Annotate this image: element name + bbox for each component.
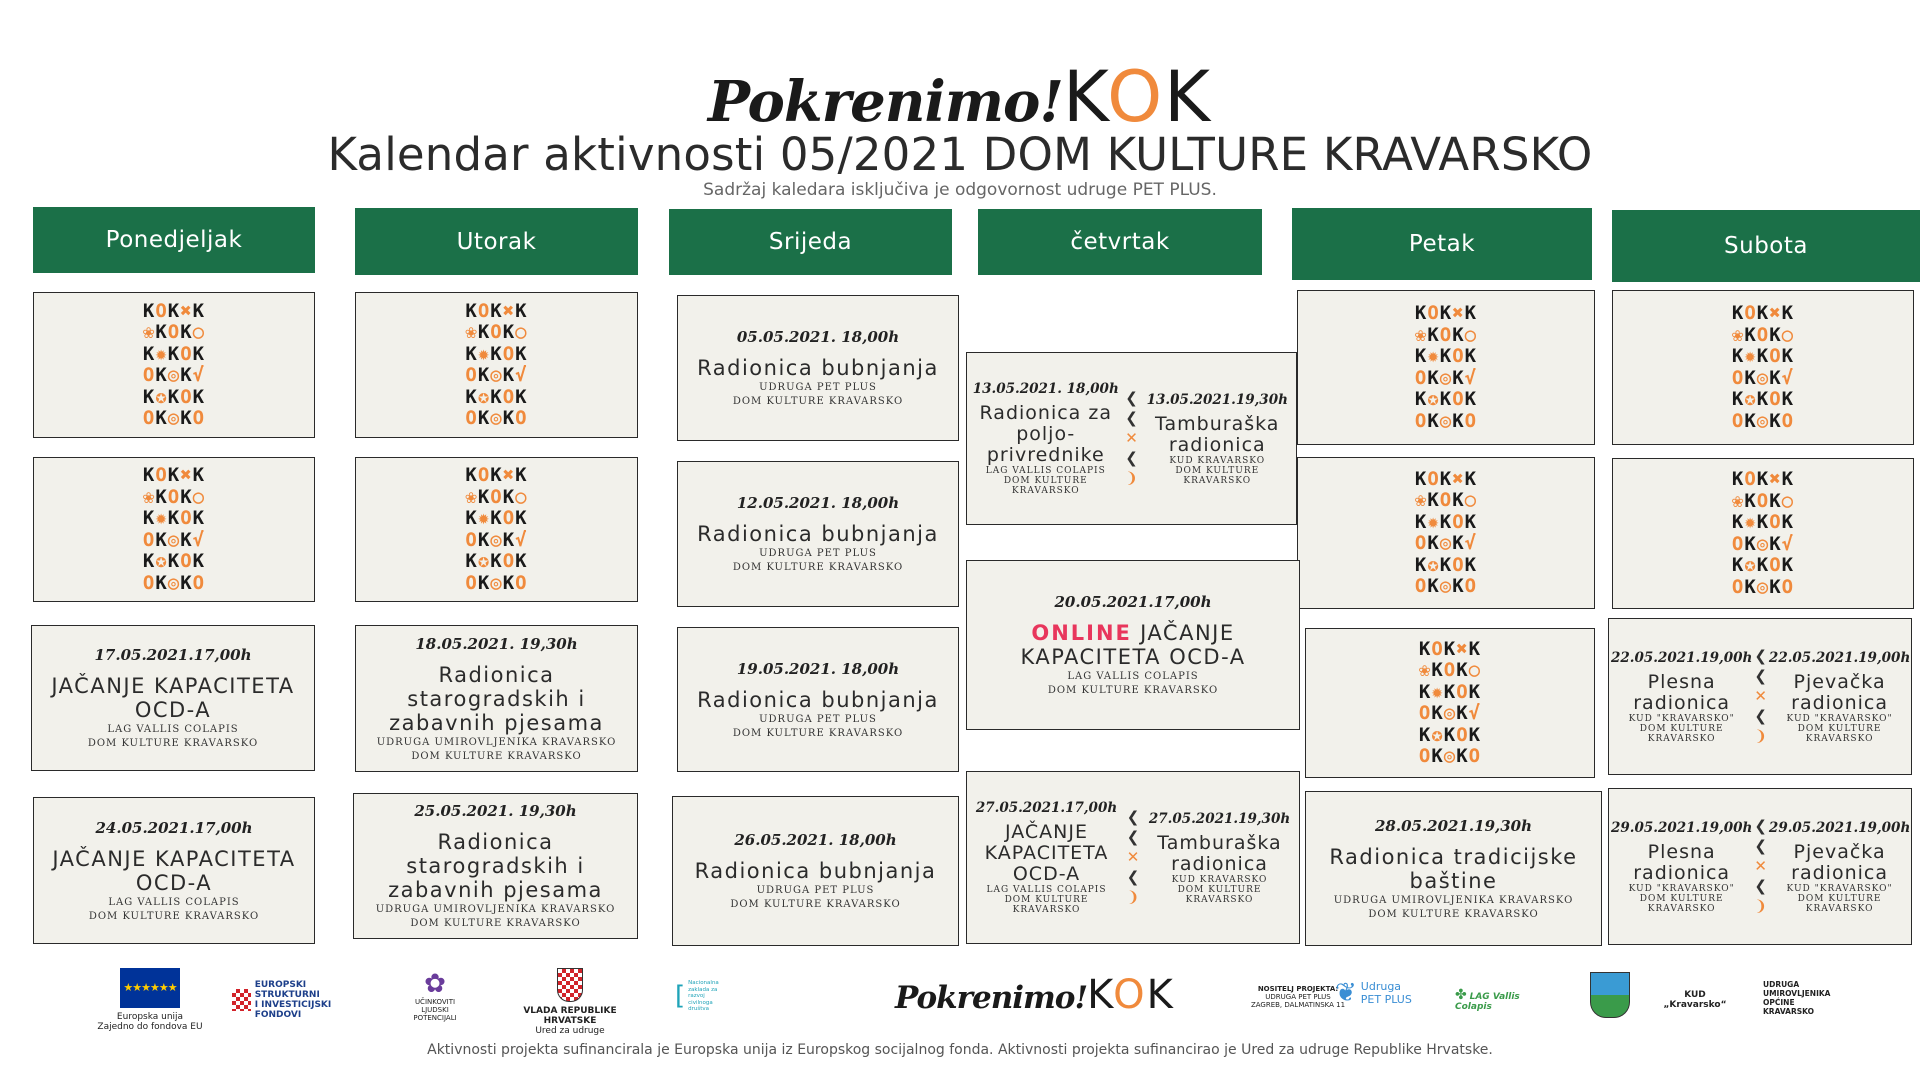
- kok-pattern-row: OK◎K√: [1418, 702, 1482, 724]
- event-card-mon-17: [31, 625, 315, 771]
- logo-kok: KOK: [1062, 56, 1213, 138]
- kok-pattern-row: OK◎K√: [142, 528, 206, 551]
- event-organizer: UDRUGA UMIROVLJENIKA KRAVARSKO: [375, 904, 616, 915]
- event-date: 18.05.2021. 19,30h: [415, 634, 578, 653]
- event-venue: DOM KULTURE KRAVARSKO: [732, 727, 904, 739]
- kok-pattern-row: KOK✖K: [1418, 637, 1482, 660]
- lag-icon: ✤: [1455, 987, 1467, 1003]
- event-venue: DOM KULTURE KRAVARSKO: [1797, 893, 1882, 914]
- event-date: 20.05.2021.17,00h: [1054, 593, 1212, 611]
- event-title: Radionica starogradskih i zabavnih pjesama: [389, 662, 604, 735]
- eu-logo: ★★★★★★ Europska unija Zajedno do fondova EU: [95, 968, 205, 1032]
- kok-pattern-row: OK◎KO: [142, 571, 206, 594]
- kok-pattern-row: K✹KOK: [1418, 680, 1482, 703]
- lag-logo: ✤ LAG Vallis Colapis: [1455, 987, 1520, 1012]
- event-date: 28.05.2021.19,30h: [1374, 816, 1533, 835]
- kok-pattern-row: K✪KOK: [1731, 388, 1795, 410]
- kok-pattern-row: K✹KOK: [1731, 345, 1795, 367]
- kok-divider: ❮ ❮ ✕ ❮ ❩: [1754, 647, 1767, 745]
- kok-pattern-row: K✹KOK: [142, 507, 206, 529]
- kok-pattern-row: OK◎KO: [465, 571, 528, 594]
- kok-pattern-row: KOK✖K: [1731, 302, 1795, 324]
- event-half: [1609, 619, 1754, 774]
- event-date: 05.05.2021. 18,00h: [736, 328, 900, 346]
- kok-pattern-row: OK◎K√: [142, 364, 206, 386]
- kok-pattern-row: K✪KOK: [465, 385, 528, 408]
- event-venue: DOM KULTURE KRAVARSKO: [88, 910, 260, 922]
- event-title: JAČANJE KAPACITETA OCD-A: [51, 674, 295, 722]
- tree-icon: ❦: [1335, 978, 1357, 1008]
- coat-of-arms-icon: [1590, 972, 1630, 1018]
- event-organizer: UDRUGA UMIROVLJENIKA KRAVARSKO: [1333, 894, 1574, 906]
- day-header-cetvrtak: četvrtak: [978, 209, 1262, 275]
- event-venue: DOM KULTURE KRAVARSKO: [1639, 723, 1724, 744]
- day-header-subota: Subota: [1612, 210, 1920, 282]
- kok-pattern-row: OK◎KO: [1731, 575, 1795, 598]
- kok-pattern-card: [1297, 457, 1595, 609]
- event-card-tue-18: [355, 625, 638, 772]
- kok-pattern-row: OK◎K√: [465, 528, 528, 551]
- day-header-utorak: Utorak: [355, 208, 638, 275]
- event-venue: DOM KULTURE KRAVARSKO: [1175, 465, 1260, 486]
- kok-pattern-row: K✪KOK: [142, 550, 206, 572]
- kravarsko-coat-logo: [1588, 972, 1632, 1018]
- umirovljenici-logo: UDRUGA UMIROVLJENIKA OPĆINE KRAVARSKO: [1763, 980, 1831, 1016]
- event-date: 29.05.2021.19,00h: [1768, 819, 1911, 836]
- event-venue: DOM KULTURE KRAVARSKO: [730, 899, 901, 910]
- event-title: Radionica bubnjanja: [694, 859, 937, 883]
- event-card-sat-22: [1608, 618, 1912, 775]
- event-card-sat-29: [1608, 788, 1912, 945]
- ulj-logo: ✿ UČINKOVITI LJUDSKI POTENCIJALI: [405, 970, 465, 1022]
- event-date: 17.05.2021.17,00h: [94, 646, 252, 664]
- kok-pattern-row: ❀KOK○: [1414, 489, 1478, 511]
- day-header-petak: Petak: [1292, 208, 1592, 280]
- event-venue: DOM KULTURE KRAVARSKO: [1004, 895, 1089, 915]
- online-badge: ONLINE: [1031, 621, 1132, 645]
- event-organizer: KUD "KRAVARSKO": [1786, 883, 1893, 894]
- event-title: Plesna radionica: [1633, 670, 1731, 714]
- event-venue: DOM KULTURE KRAVARSKO: [410, 918, 581, 929]
- event-organizer: UDRUGA PET PLUS: [759, 548, 877, 559]
- kok-pattern-row: OK◎KO: [142, 407, 206, 429]
- event-half: [1609, 789, 1754, 944]
- event-title: JAČANJE KAPACITETA OCD-A: [984, 821, 1109, 885]
- kok-pattern: [143, 465, 205, 594]
- event-title: Tamburaška radionica: [1155, 412, 1280, 456]
- event-card-fri-28: [1305, 791, 1602, 946]
- kok-divider: ❮ ❮ ✕ ❮ ❩: [1754, 817, 1767, 915]
- event-card-wed-26: [672, 796, 959, 946]
- croatian-coat-icon: [557, 968, 583, 1002]
- funding-note: Aktivnosti projekta sufinancirala je Europska unija iz Europskog socijalnog fonda. Aktivnosti projekta sufinancirao je Ured za udruge Republike Hrvatske.: [427, 1042, 1493, 1058]
- event-organizer: LAG VALLIS COLAPIS: [108, 896, 240, 908]
- bracket-icon: [: [675, 981, 686, 1012]
- kok-pattern-row: ❀KOK○: [1731, 323, 1795, 346]
- event-organizer: KUD KRAVARSKO: [1171, 874, 1268, 885]
- kok-pattern-row: KOK✖K: [465, 299, 528, 322]
- kok-pattern: [1419, 639, 1481, 768]
- kok-pattern-row: ❀KOK○: [1731, 489, 1795, 512]
- pet-plus-logo: ❦ Udruga PET PLUS: [1335, 978, 1412, 1008]
- kok-pattern-row: K✪KOK: [1731, 554, 1795, 576]
- event-date: 25.05.2021. 19,30h: [414, 802, 577, 820]
- kok-pattern-row: ❀KOK○: [1418, 659, 1482, 681]
- event-title: Radionica bubnjanja: [697, 356, 939, 380]
- event-title: Radionica bubnjanja: [697, 687, 939, 712]
- kok-divider: ❮ ❮ ✕ ❮ ❩: [1125, 389, 1138, 487]
- event-title: Tamburaška radionica: [1157, 831, 1282, 875]
- event-organizer: LAG VALLIS COLAPIS: [985, 466, 1106, 476]
- kok-pattern-row: K✹KOK: [1414, 345, 1478, 367]
- event-title: Radionica bubnjanja: [697, 522, 939, 546]
- kok-pattern: [465, 301, 527, 430]
- kok-pattern: [1732, 469, 1794, 598]
- kok-pattern-row: K✪KOK: [1414, 388, 1478, 410]
- kok-pattern-row: OK◎K√: [1414, 366, 1478, 389]
- kok-pattern-row: ❀KOK○: [465, 485, 528, 508]
- day-header-srijeda: Srijeda: [669, 209, 952, 275]
- pokrenimo-kok-logo: [0, 56, 1920, 136]
- kok-pattern-card: [1297, 290, 1595, 445]
- event-card-thu-20: [966, 560, 1300, 730]
- page-title: Kalendar aktivnosti 05/2021 DOM KULTURE KRAVARSKO: [327, 128, 1593, 181]
- kok-pattern-card: [1612, 290, 1914, 445]
- event-date: 26.05.2021. 18,00h: [734, 831, 897, 849]
- event-card-tue-25: [353, 793, 638, 939]
- kud-logo: KUD „Kravarsko“: [1663, 990, 1727, 1010]
- event-organizer: KUD KRAVARSKO: [1169, 455, 1266, 466]
- event-title: Plesna radionica: [1633, 840, 1731, 884]
- kok-pattern-row: OK◎KO: [1414, 575, 1478, 597]
- kok-pattern-row: KOK✖K: [1414, 467, 1478, 490]
- event-half: [967, 772, 1126, 943]
- kok-pattern-row: KOK✖K: [1414, 302, 1478, 324]
- logo-word: Pokrenimo!: [707, 69, 1063, 135]
- croatian-checker-icon: [232, 989, 251, 1011]
- event-date: 27.05.2021.19,30h: [1148, 810, 1291, 827]
- nzrcd-logo: [ Nacionalna zaklada za razvoj civilnoga društva: [675, 980, 719, 1012]
- event-card-mon-24: [33, 797, 315, 944]
- event-venue: DOM KULTURE KRAVARSKO: [1003, 476, 1088, 496]
- event-title: Radionica tradicijske baštine: [1329, 844, 1578, 893]
- day-header-ponedjeljak: Ponedjeljak: [33, 207, 315, 273]
- ulj-flower-icon: ✿: [424, 969, 446, 999]
- event-organizer: KUD "KRAVARSKO": [1786, 713, 1893, 724]
- event-venue: DOM KULTURE KRAVARSKO: [1368, 908, 1539, 920]
- kok-pattern: [143, 301, 205, 430]
- kok-pattern: [1415, 469, 1477, 598]
- kok-pattern-card: [1305, 628, 1595, 778]
- event-venue: DOM KULTURE KRAVARSKO: [1639, 893, 1724, 914]
- event-card-wed-12: [677, 461, 959, 607]
- kok-pattern-row: K✪KOK: [142, 385, 206, 408]
- event-venue: DOM KULTURE KRAVARSKO: [732, 562, 904, 573]
- kok-pattern-row: ❀KOK○: [465, 321, 528, 343]
- kok-pattern-row: K✪KOK: [1418, 723, 1482, 746]
- event-organizer: UDRUGA PET PLUS: [759, 713, 877, 725]
- kok-pattern-row: OK◎KO: [1418, 745, 1482, 767]
- event-organizer: UDRUGA UMIROVLJENIKA KRAVARSKO: [376, 736, 617, 748]
- event-venue: DOM KULTURE KRAVARSKO: [732, 396, 904, 407]
- event-organizer: LAG VALLIS COLAPIS: [107, 724, 239, 735]
- event-venue: DOM KULTURE KRAVARSKO: [1797, 723, 1882, 744]
- kok-pattern: [1415, 303, 1477, 432]
- event-date: 22.05.2021.19,00h: [1768, 649, 1911, 666]
- event-date: 22.05.2021.19,00h: [1611, 649, 1753, 666]
- esif-logo: EUROPSKI STRUKTURNI I INVESTICIJSKI FONDOVI: [232, 980, 362, 1020]
- kok-pattern-row: K✹KOK: [142, 342, 206, 365]
- event-date: 19.05.2021. 18,00h: [736, 659, 900, 678]
- event-organizer: UDRUGA PET PLUS: [756, 885, 875, 896]
- kok-pattern-row: ❀KOK○: [142, 321, 206, 343]
- eu-flag-icon: ★★★★★★: [120, 968, 180, 1008]
- event-venue: DOM KULTURE KRAVARSKO: [411, 750, 582, 762]
- event-organizer: UDRUGA PET PLUS: [759, 382, 877, 393]
- event-date: 27.05.2021.17,00h: [975, 800, 1118, 816]
- kok-pattern-row: K✪KOK: [465, 550, 528, 572]
- event-half: [1767, 619, 1912, 774]
- kok-pattern-row: OK◎KO: [1731, 409, 1795, 432]
- event-date: 13.05.2021. 18,00h: [972, 381, 1119, 397]
- kok-pattern-row: OK◎KO: [1414, 409, 1478, 432]
- event-half: [1140, 772, 1299, 943]
- kok-pattern-row: OK◎K√: [1414, 532, 1478, 554]
- kok-pattern-row: OK◎K√: [465, 364, 528, 386]
- event-date: 29.05.2021.19,00h: [1611, 819, 1753, 836]
- kok-pattern-row: KOK✖K: [142, 464, 206, 486]
- kok-pattern: [465, 465, 527, 594]
- event-title: ONLINE JAČANJE KAPACITETA OCD-A: [1020, 621, 1246, 669]
- event-card-thu-13: [966, 352, 1297, 525]
- kok-pattern-row: K✹KOK: [465, 507, 528, 529]
- event-venue: DOM KULTURE KRAVARSKO: [1177, 884, 1262, 905]
- disclaimer: Sadržaj kaledara isključiva je odgovornost udruge PET PLUS.: [703, 180, 1217, 200]
- nositelj-projekta: NOSITELJ PROJEKTA: UDRUGA PET PLUS ZAGREB, DALMATINSKA 11: [1250, 985, 1346, 1009]
- kok-pattern-row: K✹KOK: [1731, 511, 1795, 533]
- kok-pattern-row: KOK✖K: [1731, 468, 1795, 490]
- kok-divider: ❮ ❮ ✕ ❮ ❩: [1126, 808, 1140, 906]
- vlada-logo: VLADA REPUBLIKE HRVATSKE Ured za udruge: [505, 968, 635, 1036]
- kok-pattern-row: OK◎KO: [465, 407, 528, 429]
- event-title: Pjevačka radionica: [1791, 840, 1889, 884]
- event-half: [1139, 353, 1297, 524]
- kok-pattern-row: OK◎K√: [1731, 532, 1795, 555]
- event-card-thu-27: [966, 771, 1300, 944]
- kok-pattern-card: [33, 292, 315, 438]
- kok-pattern-row: K✪KOK: [1414, 553, 1478, 576]
- kok-pattern-card: [355, 457, 638, 602]
- kok-pattern-row: K✹KOK: [465, 342, 528, 365]
- event-title: JAČANJE KAPACITETA OCD-A: [52, 846, 296, 895]
- event-organizer: LAG VALLIS COLAPIS: [1067, 671, 1199, 682]
- kok-pattern-row: OK◎K√: [1731, 366, 1795, 389]
- event-half: [1767, 789, 1912, 944]
- event-venue: DOM KULTURE KRAVARSKO: [87, 738, 259, 749]
- kok-pattern-card: [33, 457, 315, 602]
- kok-pattern-row: K✹KOK: [1414, 510, 1478, 533]
- event-card-wed-19: [677, 627, 959, 772]
- event-date: 12.05.2021. 18,00h: [736, 494, 900, 512]
- kok-pattern-card: [1612, 458, 1914, 609]
- kok-pattern: [1732, 303, 1794, 432]
- kok-pattern-row: ❀KOK○: [1414, 323, 1478, 346]
- event-organizer: KUD "KRAVARSKO": [1628, 713, 1735, 724]
- event-title: Radionica starogradskih i zabavnih pjesama: [388, 830, 603, 902]
- event-organizer: KUD "KRAVARSKO": [1628, 883, 1735, 894]
- kok-pattern-row: ❀KOK○: [142, 485, 206, 508]
- event-card-wed-05: [677, 295, 959, 441]
- kok-pattern-row: KOK✖K: [142, 299, 206, 322]
- event-venue: DOM KULTURE KRAVARSKO: [1047, 685, 1219, 696]
- event-date: 13.05.2021.19,30h: [1146, 391, 1288, 408]
- event-half: [967, 353, 1125, 524]
- event-date: 24.05.2021.17,00h: [95, 818, 253, 837]
- event-organizer: LAG VALLIS COLAPIS: [986, 885, 1107, 895]
- event-title: Pjevačka radionica: [1791, 670, 1889, 714]
- event-title: Radionica za poljo-privrednike: [979, 402, 1112, 466]
- kok-pattern-row: KOK✖K: [465, 464, 528, 486]
- kok-pattern-card: [355, 292, 638, 438]
- footer-pokrenimo-kok-logo: Pokrenimo!KOK: [895, 972, 1175, 1018]
